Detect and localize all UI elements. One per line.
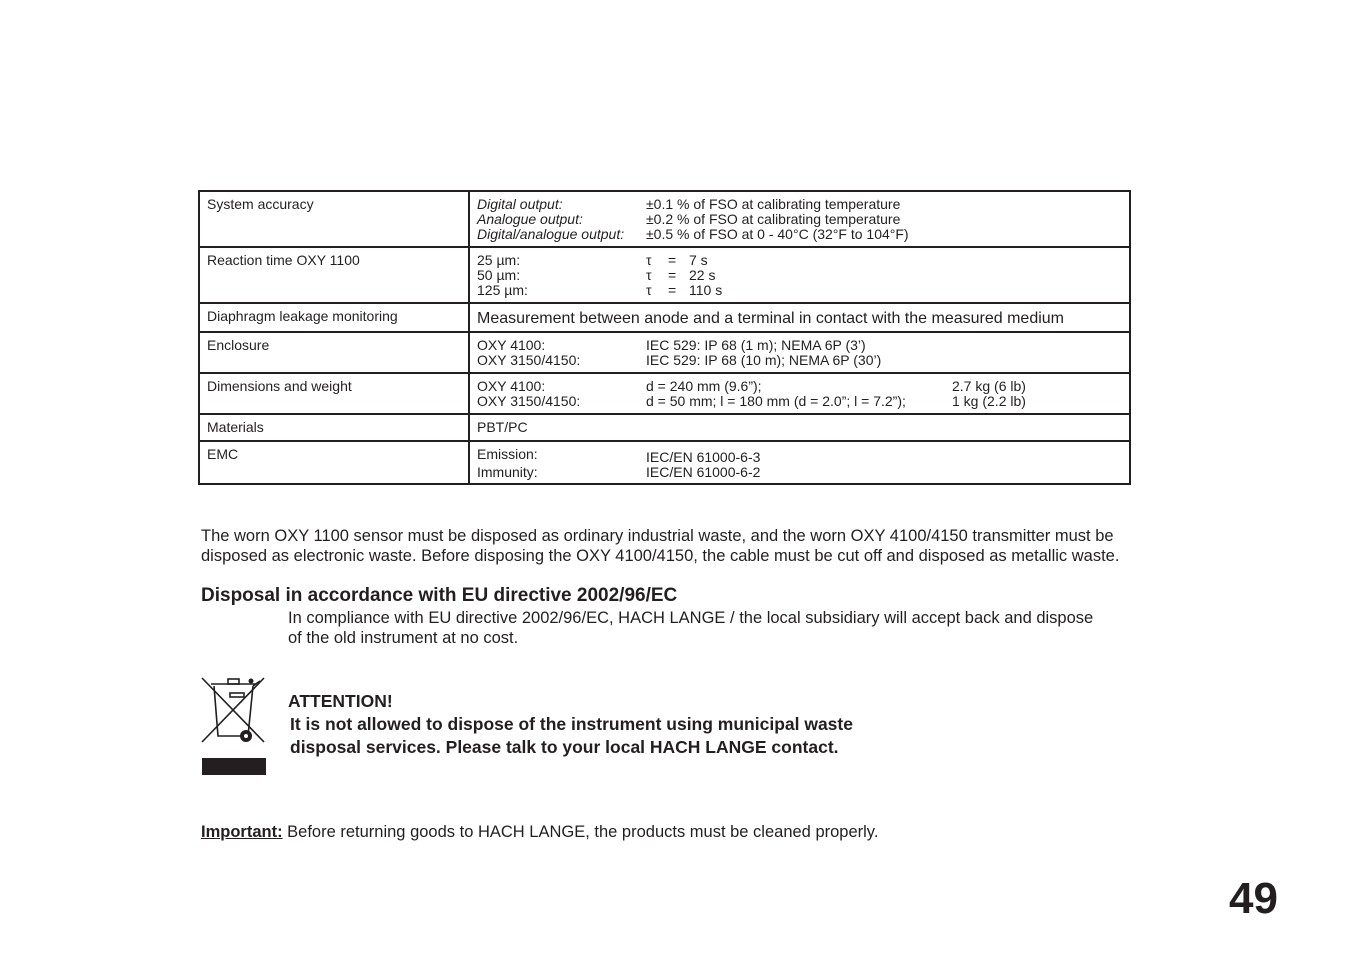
page-number: 49 <box>1229 874 1278 923</box>
attention-text: It is not allowed to dispose of the instrument using municipal waste disposal services. Please talk to your local HACH LANGE contact. <box>290 714 853 757</box>
row-value: PBT/PC <box>469 414 1130 441</box>
row-label: Dimensions and weight <box>199 373 469 414</box>
disposal-text-line-1: In compliance with EU directive 2002/96/EC, HACH LANGE / the local subsidiary will accept back and dispose <box>288 609 1094 627</box>
crossed-out-wheelie-bin-icon <box>200 676 268 776</box>
table-row <box>199 441 1130 484</box>
important-label: Important: <box>201 823 283 841</box>
disposal-text-line-2: of the old instrument at no cost. <box>288 629 519 647</box>
row-value: OXY 4100: IEC 529: IP 68 (1 m); NEMA 6P (3’) OXY 3150/4150: IEC 529: IP 68 (10 m); NEMA 6P (30’) <box>469 332 1130 373</box>
row-label: Enclosure <box>199 332 469 373</box>
row-label: EMC <box>199 441 469 484</box>
row-label: Reaction time OXY 1100 <box>199 247 469 303</box>
important-note <box>201 823 878 842</box>
important-text: Before returning goods to HACH LANGE, the products must be cleaned properly. <box>282 823 879 841</box>
row-value: OXY 4100: d = 240 mm (9.6”); 2.7 kg (6 lb) OXY 3150/4150: d = 50 mm; l = 180 mm (d = 2.0”; l = 7.2”); 1 kg (2.2 lb) <box>469 373 1130 414</box>
disposal-heading: Disposal in accordance with EU directive 2002/96/EC <box>201 585 678 606</box>
table-row <box>199 303 1130 332</box>
table-row <box>199 191 1130 247</box>
row-value: 25 µm: τ = 7 s 50 µm: τ = 22 s 125 µm: τ = 110 s <box>469 247 1130 303</box>
attention-title: ATTENTION! <box>288 691 393 711</box>
waste-paragraph-line-2: disposed as electronic waste. Before disposing the OXY 4100/4150, the cable must be cut off and disposed as metallic waste. <box>201 547 1120 565</box>
row-label: System accuracy <box>199 191 469 247</box>
row-label: Diaphragm leakage monitoring <box>199 303 469 332</box>
row-value: Emission: IEC/EN 61000-6-3 Immunity: IEC/EN 61000-6-2 <box>469 441 1130 484</box>
row-value: Measurement between anode and a terminal in contact with the measured medium <box>469 303 1130 332</box>
table-row <box>199 373 1130 414</box>
table-row <box>199 332 1130 373</box>
waste-paragraph-line-1: The worn OXY 1100 sensor must be disposed as ordinary industrial waste, and the worn OXY 4100/4150 transmitter must be <box>201 527 1114 545</box>
row-label: Materials <box>199 414 469 441</box>
specifications-table <box>198 190 1131 485</box>
table-row <box>199 247 1130 303</box>
table-row <box>199 414 1130 441</box>
row-value: Digital output: ±0.1 % of FSO at calibrating temperature Analogue output: ±0.2 % of FSO at calibrating temperature Digital/analogue output: ±0.5 % of FSO at 0 - 40°C (32°F to 104°F) <box>469 191 1130 247</box>
